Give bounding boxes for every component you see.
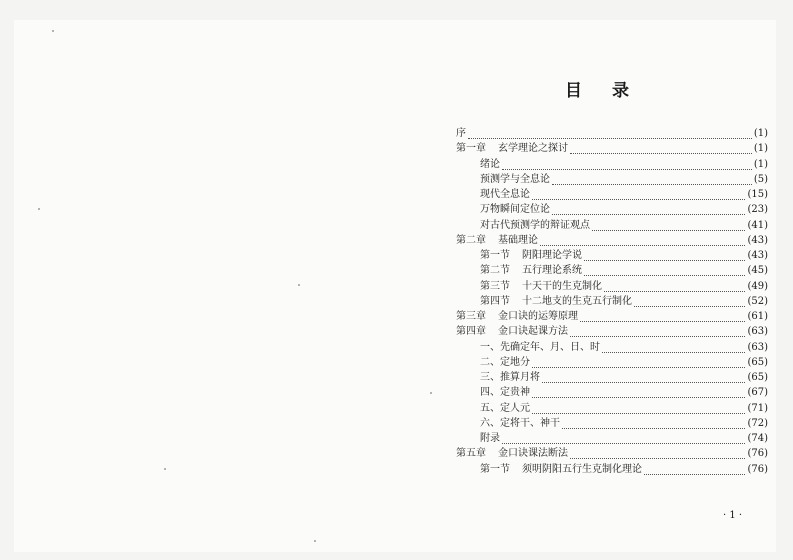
toc-entry-page: (65) (747, 372, 768, 383)
toc-entry-page: (67) (747, 387, 768, 399)
toc-entry-title: 五行理论系统 (522, 265, 582, 277)
toc-entry-page: (61) (747, 311, 768, 322)
dot-leader (604, 283, 745, 292)
toc-entry (456, 324, 768, 339)
dot-leader (532, 191, 745, 200)
toc-entry-page: (74) (747, 433, 768, 444)
toc-entry (456, 187, 768, 202)
toc-entry-page: (1) (753, 128, 768, 139)
dot-leader (592, 222, 745, 231)
toc-entry-page: (41) (747, 219, 768, 231)
toc-entry-title: 序 (456, 128, 466, 139)
dot-leader (532, 359, 745, 368)
toc-entry-page: (71) (747, 402, 768, 414)
toc-entry (456, 233, 768, 248)
toc-entry-page: (76) (747, 463, 768, 475)
toc-entry-page: (1) (753, 143, 768, 155)
toc-entry (456, 157, 768, 172)
scan-speck (314, 540, 316, 542)
toc-entry (456, 340, 768, 355)
toc-entry-title: 绪论 (480, 158, 500, 170)
toc-entry-page: (52) (747, 295, 768, 307)
dot-leader (570, 145, 752, 154)
toc-entry (456, 416, 768, 431)
toc-entry-title: 二、定地分 (480, 356, 530, 368)
toc-entry-title: 万物瞬间定位论 (480, 204, 550, 216)
dot-leader (552, 176, 752, 185)
dot-leader (532, 389, 745, 398)
toc-entry (456, 141, 768, 156)
toc-entry (456, 202, 768, 217)
toc-entry-title: 预测学与全息论 (480, 173, 550, 185)
toc-entry (456, 309, 768, 324)
dot-leader (502, 161, 752, 170)
table-of-contents (456, 126, 768, 477)
toc-entry (456, 431, 768, 446)
toc-entry-title: 金口诀课法断法 (498, 448, 568, 460)
scan-speck (164, 468, 166, 470)
toc-entry (456, 446, 768, 461)
toc-entry-title: 附录 (480, 433, 500, 444)
toc-entry (456, 462, 768, 477)
toc-entry-title: 三、推算月将 (480, 372, 540, 383)
toc-entry-title: 基础理论 (498, 234, 538, 246)
toc-entry-title: 须明阴阳五行生克制化理论 (522, 463, 642, 475)
toc-entry-page: (45) (747, 265, 768, 277)
toc-entry-title: 金口诀起课方法 (498, 326, 568, 338)
dot-leader (570, 328, 745, 337)
page-title (565, 76, 629, 101)
toc-entry-page: (23) (747, 204, 768, 216)
toc-entry-page: (5) (753, 173, 768, 185)
dot-leader (634, 298, 745, 307)
toc-entry-page: (49) (747, 280, 768, 292)
toc-entry-title: 阴阳理论学说 (522, 250, 582, 261)
dot-leader (532, 405, 745, 414)
toc-entry-page: (43) (747, 250, 768, 261)
scan-speck (430, 392, 432, 394)
toc-entry-number: 第四章 (456, 326, 486, 338)
toc-entry-number: 第五章 (456, 448, 486, 460)
toc-entry (456, 218, 768, 233)
dot-leader (468, 130, 752, 139)
toc-entry-page: (72) (747, 417, 768, 429)
toc-entry-number: 第一节 (480, 463, 510, 475)
toc-entry-title: 现代全息论 (480, 189, 530, 200)
toc-entry (456, 172, 768, 187)
title-char-1: 目 (565, 81, 582, 101)
toc-entry-title: 五、定人元 (480, 402, 530, 414)
toc-entry-page: (43) (747, 234, 768, 246)
dot-leader (570, 450, 745, 459)
toc-entry (456, 279, 768, 294)
toc-entry-page: (15) (747, 189, 768, 200)
dot-leader (552, 206, 745, 215)
toc-entry (456, 263, 768, 278)
toc-entry-title: 玄学理论之探讨 (498, 143, 568, 155)
toc-entry (456, 294, 768, 309)
toc-entry-title: 十二地支的生克五行制化 (522, 295, 632, 307)
toc-entry-number: 第二章 (456, 234, 486, 246)
toc-entry-title: 十天干的生克制化 (522, 280, 602, 292)
toc-entry-number: 第四节 (480, 295, 510, 307)
toc-entry-title: 六、定将干、神干 (480, 417, 560, 429)
scan-speck (52, 30, 54, 32)
toc-entry-page: (76) (747, 448, 768, 460)
toc-entry-number: 第三节 (480, 280, 510, 292)
page-number: · 1 · (723, 510, 743, 521)
dot-leader (542, 374, 745, 383)
toc-entry-title: 一、先确定年、月、日、时 (480, 341, 600, 353)
title-char-2: 录 (612, 81, 629, 101)
toc-entry-page: (65) (747, 356, 768, 368)
dot-leader (584, 267, 745, 276)
dot-leader (562, 420, 745, 429)
dot-leader (502, 435, 745, 444)
dot-leader (540, 237, 745, 246)
toc-entry-number: 第一节 (480, 250, 510, 261)
toc-entry-page: (1) (753, 158, 768, 170)
toc-entry (456, 126, 768, 141)
toc-entry-number: 第一章 (456, 143, 486, 155)
toc-entry-page: (63) (747, 341, 768, 353)
toc-entry-title: 四、定贵神 (480, 387, 530, 399)
toc-entry (456, 401, 768, 416)
dot-leader (584, 252, 745, 261)
toc-entry (456, 385, 768, 400)
scan-speck (38, 208, 40, 210)
toc-entry-title: 金口诀的运筹原理 (498, 311, 578, 322)
toc-entry (456, 248, 768, 263)
dot-leader (644, 466, 745, 475)
toc-entry-title: 对古代预测学的辩证观点 (480, 219, 590, 231)
scan-speck (298, 284, 300, 286)
toc-entry-number: 第三章 (456, 311, 486, 322)
dot-leader (580, 313, 745, 322)
toc-entry (456, 370, 768, 385)
toc-entry (456, 355, 768, 370)
toc-entry-number: 第二节 (480, 265, 510, 277)
dot-leader (602, 344, 745, 353)
toc-entry-page: (63) (747, 326, 768, 338)
